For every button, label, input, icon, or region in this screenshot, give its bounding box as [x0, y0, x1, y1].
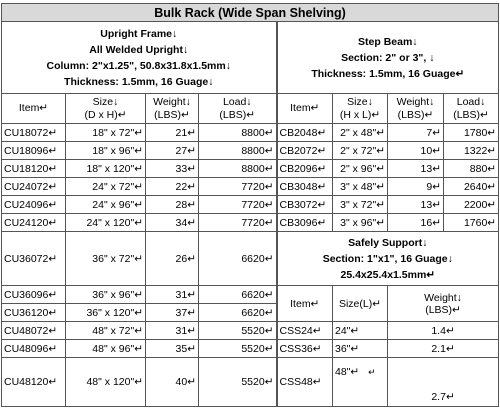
step-beam-thickness-spec: Thickness: 1.5mm, 16 Guage↵	[311, 67, 465, 80]
support-weight: 2.1↵	[388, 340, 499, 358]
upright-item: CU48096↵	[2, 340, 66, 358]
upright-item: CU36096↵	[2, 286, 66, 304]
safety-support-section-spec: Section: 1"x1", 16 Guage↓	[322, 252, 453, 265]
upright-header-load-label: Load↓	[222, 95, 252, 108]
upright-load: 8800↵	[199, 160, 277, 178]
upright-header-weight-unit: (LBS)↵	[154, 108, 190, 121]
upright-weight: 28↵	[146, 196, 199, 214]
support-size: 36"↵	[333, 340, 388, 358]
support-weight: 2.7↵	[388, 358, 499, 407]
upright-weight: 21↵	[146, 124, 199, 142]
support-item: CSS24↵	[277, 322, 333, 340]
beam-size: 2" x 96"↵	[333, 160, 388, 178]
upright-item: CU36120↵	[2, 304, 66, 322]
upright-header-item: Item↵	[2, 94, 66, 124]
safety-support-spec	[277, 232, 499, 286]
upright-weight: 26↵	[146, 232, 199, 286]
upright-header-weight	[146, 94, 199, 124]
beam-size: 3" x 48"↵	[333, 178, 388, 196]
beam-load: 1760↵	[444, 214, 499, 232]
upright-thickness-spec: Thickness: 1.5mm, 16 Guage↓	[64, 75, 214, 88]
beam-weight: 10↵	[388, 142, 444, 160]
upright-load: 5520↵	[199, 340, 277, 358]
upright-item: CU36072↵	[2, 232, 66, 286]
upright-size: 36" x 72"↵	[66, 232, 146, 286]
upright-frame-spec	[2, 22, 277, 94]
beam-header-load-unit: (LBS)↵	[453, 108, 489, 121]
upright-weight: 27↵	[146, 142, 199, 160]
table-row	[2, 340, 499, 358]
upright-header-load	[199, 94, 277, 124]
upright-load: 8800↵	[199, 124, 277, 142]
safety-support-heading: Safely Support↓	[348, 236, 428, 249]
upright-frame-heading: Upright Frame↓	[100, 27, 178, 40]
upright-size: 18" x 96"↵	[66, 142, 146, 160]
beam-header-size	[333, 94, 388, 124]
upright-load: 6620↵	[199, 232, 277, 286]
upright-size: 36" x 120"↵	[66, 304, 146, 322]
upright-load: 7720↵	[199, 196, 277, 214]
upright-weight: 40↵	[146, 358, 199, 407]
upright-load: 7720↵	[199, 178, 277, 196]
beam-header-item: Item↵	[277, 94, 333, 124]
upright-item: CU24096↵	[2, 196, 66, 214]
upright-size: 36" x 96"↵	[66, 286, 146, 304]
beam-weight: 13↵	[388, 160, 444, 178]
table-title: Bulk Rack (Wide Span Shelving)	[2, 4, 499, 22]
upright-size: 48" x 120"↵	[66, 358, 146, 407]
upright-item: CU18096↵	[2, 142, 66, 160]
table-row	[2, 286, 499, 304]
upright-size: 24" x 96"↵	[66, 196, 146, 214]
upright-item: CU24120↵	[2, 214, 66, 232]
beam-header-weight-label: Weight↓	[396, 95, 435, 108]
upright-header-size-label: Size↓	[92, 95, 119, 108]
beam-size: 3" x 96"↵	[333, 214, 388, 232]
upright-size: 18" x 72"↵	[66, 124, 146, 142]
upright-frame-type: All Welded Upright↓	[89, 43, 189, 56]
beam-weight: 13↵	[388, 196, 444, 214]
upright-header-size-unit: (D x H)↵	[84, 108, 127, 121]
beam-header-weight-unit: (LBS)↵	[397, 108, 434, 121]
upright-header-size	[66, 94, 146, 124]
upright-load: 5520↵	[199, 358, 277, 407]
support-size	[333, 358, 388, 407]
upright-load: 6620↵	[199, 304, 277, 322]
table-row	[2, 178, 499, 196]
upright-item: CU24072↵	[2, 178, 66, 196]
step-beam-heading: Step Beam↓	[358, 35, 418, 48]
support-size: 24"↵	[333, 322, 388, 340]
beam-item: CB2048↵	[277, 124, 333, 142]
table-row	[2, 160, 499, 178]
support-header-weight-unit: (LBS)↵	[425, 303, 461, 316]
table-row	[2, 322, 499, 340]
table-row	[2, 142, 499, 160]
upright-item: CU18072↵	[2, 124, 66, 142]
table-row	[2, 358, 499, 407]
upright-weight: 33↵	[146, 160, 199, 178]
upright-size: 24" x 120"↵	[66, 214, 146, 232]
upright-size: 18" x 120"↵	[66, 160, 146, 178]
bulk-rack-spec-table	[1, 3, 499, 407]
beam-size: 2" x 72"↵	[333, 142, 388, 160]
beam-header-size-label: Size↓	[347, 95, 373, 108]
support-header-item: Item↵	[277, 286, 333, 322]
upright-size: 48" x 96"↵	[66, 340, 146, 358]
beam-item: CB2096↵	[277, 160, 333, 178]
beam-size: 3" x 72"↵	[333, 196, 388, 214]
upright-header-weight-label: Weight↓	[153, 95, 191, 108]
beam-header-weight	[388, 94, 444, 124]
beam-weight: 9↵	[388, 178, 444, 196]
support-header-weight-label: Weight↓	[424, 291, 462, 304]
upright-size: 24" x 72"↵	[66, 178, 146, 196]
beam-load: 2640↵	[444, 178, 499, 196]
beam-weight: 7↵	[388, 124, 444, 142]
step-beam-section-spec: Section: 2" or 3", ↓	[341, 51, 435, 64]
beam-header-load-label: Load↓	[456, 95, 486, 108]
beam-item: CB3048↵	[277, 178, 333, 196]
beam-weight: 16↵	[388, 214, 444, 232]
upright-weight: 22↵	[146, 178, 199, 196]
support-size-value: 48"↵	[335, 366, 360, 378]
upright-weight: 37↵	[146, 304, 199, 322]
beam-load: 1780↵	[444, 124, 499, 142]
beam-size: 2" x 48"↵	[333, 124, 388, 142]
beam-header-load	[444, 94, 499, 124]
support-item: CSS48↵	[277, 358, 333, 407]
step-beam-spec	[277, 22, 499, 94]
support-header-size: Size(L)↵	[333, 286, 388, 322]
beam-header-size-unit: (H x L)↵	[339, 108, 381, 121]
beam-item: CB3072↵	[277, 196, 333, 214]
beam-item: CB2072↵	[277, 142, 333, 160]
beam-load: 1322↵	[444, 142, 499, 160]
upright-item: CU48120↵	[2, 358, 66, 407]
beam-load: 880↵	[444, 160, 499, 178]
table-row	[2, 196, 499, 214]
table-row	[2, 124, 499, 142]
upright-item: CU48072↵	[2, 322, 66, 340]
table-row	[2, 232, 499, 286]
upright-load: 6620↵	[199, 286, 277, 304]
upright-load: 8800↵	[199, 142, 277, 160]
paragraph-mark: ↵	[368, 367, 376, 377]
safety-support-dimension-spec: 25.4x25.4x1.5mm↵	[340, 268, 436, 281]
upright-item: CU18120↵	[2, 160, 66, 178]
upright-load: 5520↵	[199, 322, 277, 340]
upright-weight: 34↵	[146, 214, 199, 232]
upright-weight: 31↵	[146, 286, 199, 304]
support-weight: 1.4↵	[388, 322, 499, 340]
upright-weight: 35↵	[146, 340, 199, 358]
upright-size: 48" x 72"↵	[66, 322, 146, 340]
support-item: CSS36↵	[277, 340, 333, 358]
beam-load: 2200↵	[444, 196, 499, 214]
upright-weight: 31↵	[146, 322, 199, 340]
upright-load: 7720↵	[199, 214, 277, 232]
upright-column-spec: Column: 2"x1.25", 50.8x31.8x1.5mm↓	[46, 59, 231, 72]
support-header-weight	[388, 286, 499, 322]
upright-header-load-unit: (LBS)↵	[219, 108, 256, 121]
table-row	[2, 214, 499, 232]
beam-item: CB3096↵	[277, 214, 333, 232]
